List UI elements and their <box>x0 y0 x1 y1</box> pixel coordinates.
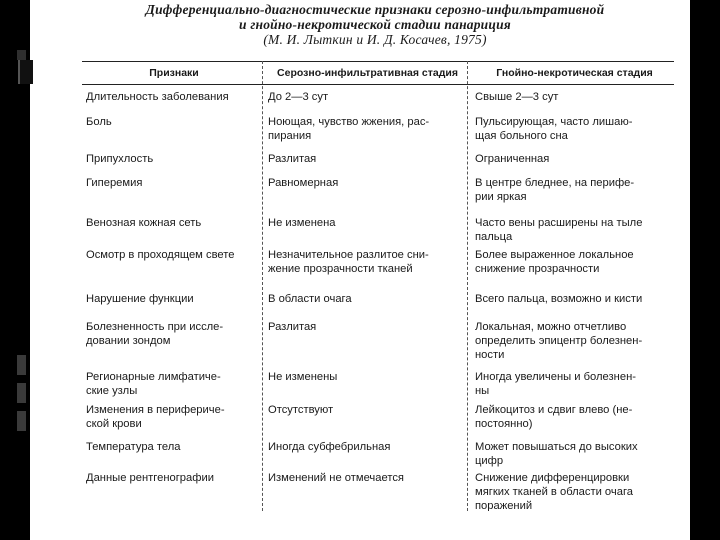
cell-text-line: Пульсирующая, часто лишаю- <box>475 116 633 128</box>
table-cell <box>262 440 467 467</box>
table-cell <box>467 176 674 211</box>
cell-text-line: Равномерная <box>268 177 339 189</box>
table-cell <box>82 403 262 436</box>
table-row <box>82 436 674 467</box>
decorative-square <box>17 355 26 375</box>
table-cell <box>82 320 262 365</box>
cell-text-line: Нарушение функции <box>86 293 194 305</box>
table-cell <box>467 115 674 149</box>
cell-text-line: Локальная, можно отчетливо <box>475 321 627 333</box>
cell-text-line: Гиперемия <box>86 177 143 189</box>
cell-text-line: До 2—3 сут <box>268 91 329 103</box>
table-cell <box>82 90 262 111</box>
table-row <box>82 398 674 436</box>
cell-text-line: Снижение дифференцировки <box>475 472 630 484</box>
table-cell <box>82 152 262 173</box>
cell-text-line: Разлитая <box>268 153 317 165</box>
table-cell <box>82 440 262 467</box>
cell-text-line: Изменений не отмечается <box>268 472 404 484</box>
cell-text-line: довании зондом <box>86 335 171 347</box>
cell-text-line: определить эпицентр болезнен- <box>475 335 643 347</box>
table-row <box>82 85 674 111</box>
table-row <box>82 365 674 398</box>
cell-text-line: ны <box>475 385 490 397</box>
table-row <box>82 245 674 286</box>
table-cell <box>262 320 467 365</box>
cell-text-line: Более выраженное локальное <box>475 249 634 261</box>
decorative-square <box>17 50 26 60</box>
table-cell <box>467 152 674 173</box>
cell-text-line: Не изменена <box>268 217 336 229</box>
cell-text-line: Отсутствуют <box>268 404 334 416</box>
cell-text-line: пальца <box>475 231 513 243</box>
cell-text-line: Не изменены <box>268 371 338 383</box>
cell-text-line: цифр <box>475 455 504 467</box>
table-cell <box>262 115 467 149</box>
column-divider <box>262 61 263 511</box>
table-cell <box>262 216 467 245</box>
table-cell <box>467 320 674 365</box>
cell-text-line: Припухлость <box>86 153 154 165</box>
document-title <box>95 2 655 47</box>
cell-text-line: Незначительное разлитое сни- <box>268 249 429 261</box>
comparison-table <box>82 61 674 511</box>
cell-text-line: жение прозрачности тканей <box>268 263 413 275</box>
table-cell <box>467 471 674 511</box>
header-cell-serous-stage: Серозно-инфильтративная стадия <box>277 67 458 79</box>
table-row <box>82 149 674 173</box>
table-cell <box>467 248 674 286</box>
table-cell <box>82 176 262 211</box>
decorative-square <box>17 383 26 403</box>
cell-text-line: Часто вены расширены на тыле <box>475 217 643 229</box>
table-cell <box>262 403 467 436</box>
cell-text-line: Иногда увеличены и болезнен- <box>475 371 636 383</box>
table-row <box>82 286 674 316</box>
header-cell-features: Признаки <box>149 67 199 79</box>
left-decorative-bar <box>0 0 30 540</box>
cell-text-line: снижение прозрачности <box>475 263 600 275</box>
title-line-1: Дифференциально-диагностические признаки серозно-инфильтративной <box>145 2 605 17</box>
table-cell <box>82 115 262 149</box>
cell-text-line: В центре бледнее, на перифе- <box>475 177 635 189</box>
table-cell <box>82 216 262 245</box>
table-row <box>82 173 674 211</box>
table-cell <box>262 370 467 398</box>
cell-text-line: Разлитая <box>268 321 317 333</box>
table-header <box>82 62 674 85</box>
table-cell <box>82 370 262 398</box>
table-cell <box>82 292 262 316</box>
decorative-square <box>18 60 33 84</box>
cell-text-line: мягких тканей в области очага <box>475 486 634 498</box>
column-divider <box>467 61 468 511</box>
cell-text-line: Регионарные лимфатиче- <box>86 371 221 383</box>
cell-text-line: Может повышаться до высоких <box>475 441 638 453</box>
cell-text-line: Данные рентгенографии <box>86 472 214 484</box>
cell-text-line: Иногда субфебрильная <box>268 441 391 453</box>
table-cell <box>82 248 262 286</box>
table-cell <box>467 403 674 436</box>
table-row <box>82 111 674 149</box>
table-body <box>82 85 674 511</box>
cell-text-line: Изменения в перифериче- <box>86 404 225 416</box>
decorative-square <box>17 411 26 431</box>
right-decorative-bar <box>690 0 720 540</box>
cell-text-line: Боль <box>86 116 112 128</box>
cell-text-line: В области очага <box>268 293 352 305</box>
table-cell <box>262 292 467 316</box>
cell-text-line: поражений <box>475 500 533 511</box>
table-cell <box>262 248 467 286</box>
title-line-2: и гнойно-некротической стадии панариция <box>239 17 511 32</box>
cell-text-line: Всего пальца, возможно и кисти <box>475 293 643 305</box>
table-cell <box>262 90 467 111</box>
cell-text-line: Болезненность при иссле- <box>86 321 224 333</box>
table-cell <box>467 90 674 111</box>
table-cell <box>467 292 674 316</box>
table-cell <box>262 176 467 211</box>
cell-text-line: пирания <box>268 130 312 142</box>
table-cell <box>262 471 467 511</box>
table-row <box>82 467 674 511</box>
cell-text-line: Свыше 2—3 сут <box>475 91 559 103</box>
cell-text-line: ности <box>475 349 505 361</box>
header-cell-necrotic-stage: Гнойно-некротическая стадия <box>496 67 653 79</box>
table-cell <box>82 471 262 511</box>
cell-text-line: ской крови <box>86 418 142 430</box>
table-cell <box>262 152 467 173</box>
cell-text-line: Лейкоцитоз и сдвиг влево (не- <box>475 404 633 416</box>
table-cell <box>467 440 674 467</box>
cell-text-line: рии яркая <box>475 191 527 203</box>
cell-text-line: щая больного сна <box>475 130 568 142</box>
cell-text-line: ские узлы <box>86 385 138 397</box>
cell-text-line: Венозная кожная сеть <box>86 217 202 229</box>
cell-text-line: Осмотр в проходящем свете <box>86 249 235 261</box>
cell-text-line: Температура тела <box>86 441 181 453</box>
table-row <box>82 316 674 365</box>
cell-text-line: Ноющая, чувство жжения, рас- <box>268 116 430 128</box>
table-cell <box>467 370 674 398</box>
table-cell <box>467 216 674 245</box>
cell-text-line: Длительность заболевания <box>86 91 229 103</box>
cell-text-line: постоянно) <box>475 418 533 430</box>
cell-text-line: Ограниченная <box>475 153 550 165</box>
title-reference: (М. И. Лыткин и И. Д. Косачев, 1975) <box>263 32 487 47</box>
table-row <box>82 211 674 245</box>
